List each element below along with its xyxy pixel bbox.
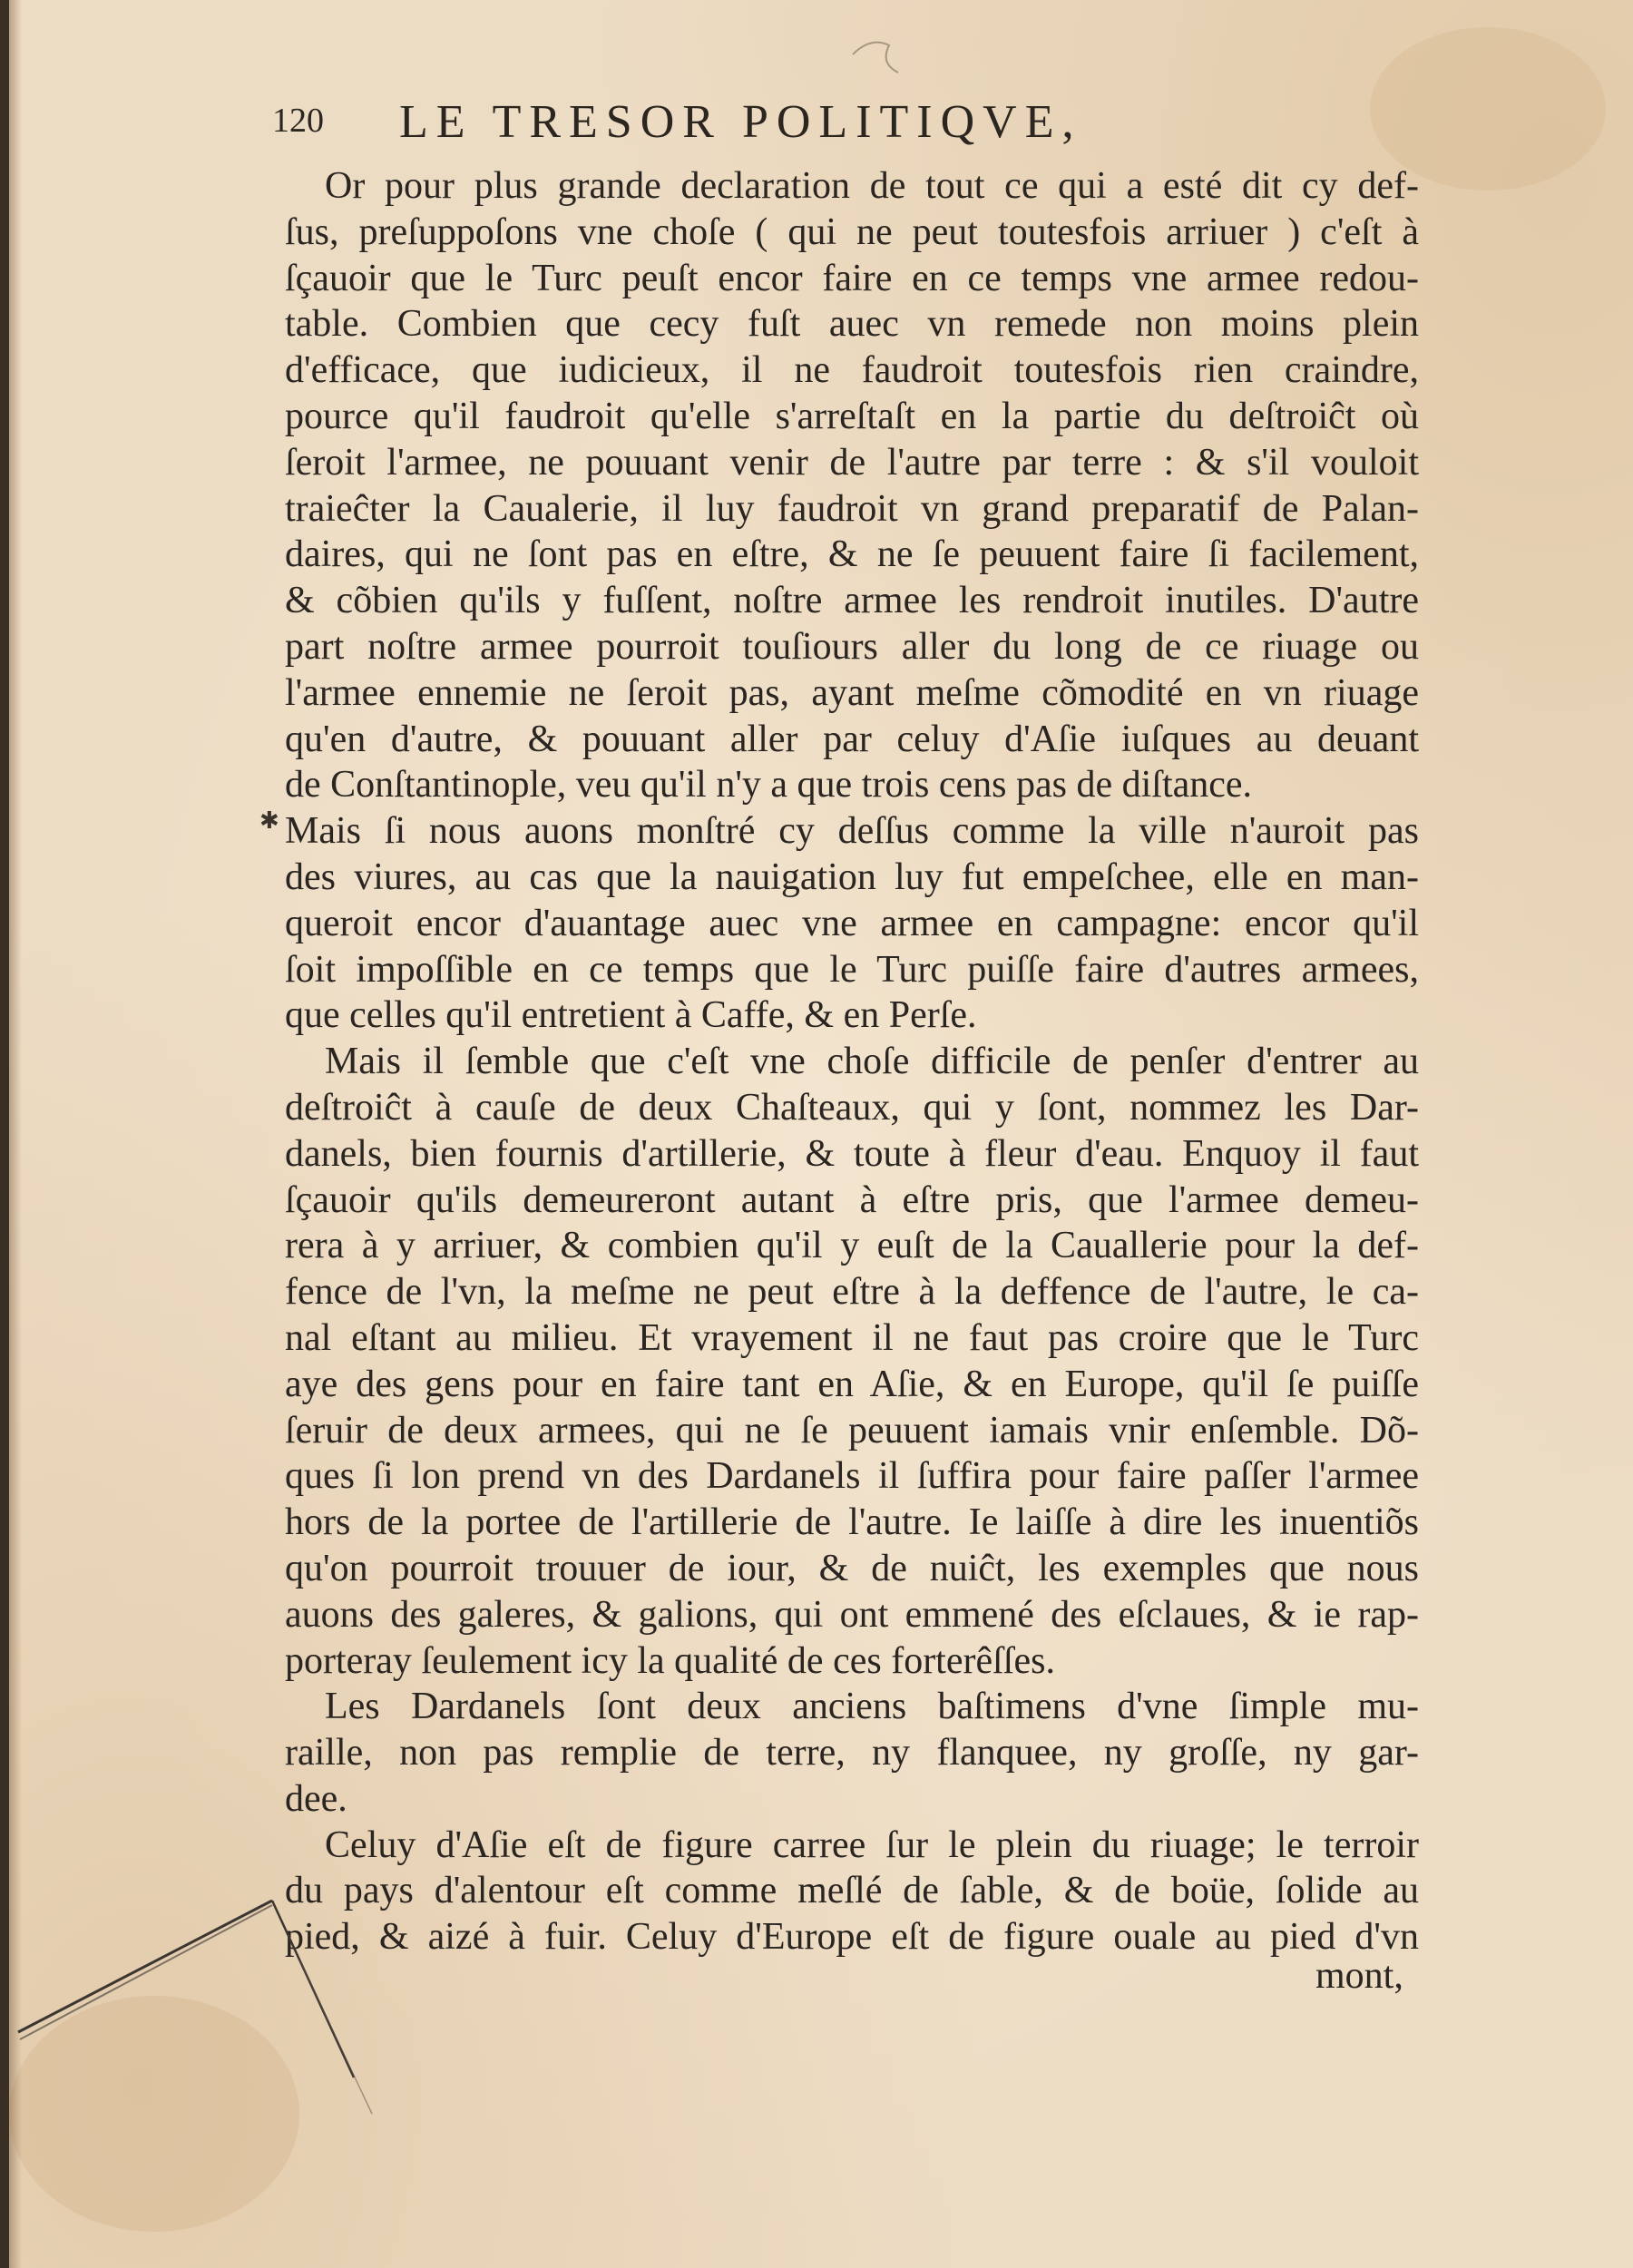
paragraph	[285, 1684, 1419, 1822]
page-header	[272, 95, 1452, 159]
text-line: qu'on pourroit trouuer de iour, & de nuiĉt, les exemples que nous	[285, 1547, 1419, 1589]
text-line: traieĉter la Caualerie, il luy faudroit vn grand preparatif de Palan-	[285, 487, 1419, 530]
text-line: aye des gens pour en faire tant en Aſie, & en Europe, qu'il ſe puiſſe	[285, 1363, 1419, 1405]
text-line: ſus, preſuppoſons vne choſe ( qui ne peut toutesfois arriuer ) c'eſt à	[285, 210, 1419, 253]
text-line: des viures, au cas que la nauigation luy fut empeſchee, elle en man-	[285, 855, 1419, 898]
text-line: nal eſtant au milieu. Et vrayement il ne faut pas croire que le Turc	[285, 1316, 1419, 1359]
text-line: ſoit impoſſible en ce temps que le Turc puiſſe faire d'autres armees,	[285, 948, 1419, 991]
text-line: table. Combien que cecy fuſt auec vn remede non moins plein	[285, 303, 1419, 346]
paragraph	[285, 808, 1419, 1039]
text-line: queroit encor d'auantage auec vne armee en campagne: encor qu'il	[285, 902, 1419, 944]
text-line: ques ſi lon prend vn des Dardanels il ſuffira pour faire paſſer l'armee	[285, 1455, 1419, 1498]
paragraph	[285, 1823, 1419, 1960]
text-line: de Conſtantinople, veu qu'il n'y a que trois cens pas de diſtance.	[285, 764, 1253, 807]
text-line: ſçauoir qu'ils demeureront autant à eſtre pris, que l'armee demeu-	[285, 1178, 1419, 1221]
text-line: ſeruir de deux armees, qui ne ſe peuuent iamais vnir enſemble. Dõ-	[285, 1409, 1419, 1452]
text-line: rera à y arriuer, & combien qu'il y euſt de la Cauallerie pour la def-	[285, 1225, 1419, 1267]
text-line: du pays d'alentour eſt comme meſlé de ſable, & de boüe, ſolide au	[285, 1870, 1419, 1912]
text-line: daires, qui ne ſont pas en eſtre, & ne ſe peuuent faire ſi facilement,	[285, 533, 1419, 576]
margin-asterisk-icon: ✱	[259, 807, 279, 835]
text-line: Mais ſi nous auons monſtré cy deſſus comme la ville n'auroit pas	[285, 810, 1419, 853]
text-line: qu'en d'autre, & pouuant aller par celuy d'Aſie iuſques au deuant	[285, 718, 1419, 760]
text-line: & cõbien qu'ils y fuſſent, noſtre armee les rendroit inutiles. D'autre	[285, 580, 1419, 622]
text-line: d'efficace, que iudicieux, il ne faudroit toutesfois rien craindre,	[285, 349, 1419, 392]
text-line: dee.	[285, 1777, 347, 1820]
text-line: pource qu'il faudroit qu'elle s'arreſtaſt en la partie du deſtroiĉt où	[285, 395, 1419, 437]
text-line: danels, bien fournis d'artillerie, & toute à fleur d'eau. Enquoy il faut	[285, 1132, 1419, 1175]
text-line: raille, non pas remplie de terre, ny flanquee, ny groſſe, ny gar-	[285, 1732, 1419, 1774]
text-line: Les Dardanels ſont deux anciens baſtimens d'vne ſimple mu-	[325, 1686, 1419, 1728]
text-line: hors de la portee de l'artillerie de l'autre. Ie laiſſe à dire les inuentiõs	[285, 1501, 1419, 1544]
text-line: porteray ſeulement icy la qualité de ces forterêſſes.	[285, 1639, 1055, 1682]
page-number: 120	[272, 102, 324, 140]
text-line: Celuy d'Aſie eſt de figure carree ſur le plein du riuage; le terroir	[325, 1823, 1419, 1866]
text-line: auons des galeres, & galions, qui ont emmené des eſclaues, & ie rap-	[285, 1593, 1419, 1636]
paragraph	[285, 163, 1419, 808]
text-line: deſtroiĉt à cauſe de deux Chaſteaux, qui y ſont, nommez les Dar-	[285, 1086, 1419, 1129]
text-line: ſeroit l'armee, ne pouuant venir de l'autre par terre : & s'il vouloit	[285, 441, 1419, 484]
text-line: que celles qu'il entretient à Caffe, & en Perſe.	[285, 994, 977, 1037]
paragraph	[285, 1039, 1419, 1684]
catchword: mont,	[1315, 1955, 1403, 1997]
text-line: l'armee ennemie ne ſeroit pas, ayant meſme cõmodité en vn riuage	[285, 671, 1419, 714]
text-line: fence de l'vn, la meſme ne peut eſtre à la deffence de l'autre, le ca-	[285, 1271, 1419, 1314]
text-line: part noſtre armee pourroit touſiours aller du long de ce riuage ou	[285, 625, 1419, 668]
running-title: LE TRESOR POLITIQVE,	[399, 96, 1082, 148]
page-edge-shadow	[9, 0, 22, 2268]
text-line: pied, & aizé à fuir. Celuy d'Europe eſt de figure ouale au pied d'vn	[285, 1916, 1419, 1959]
text-line: Mais il ſemble que c'eſt vne choſe difficile de penſer d'entrer au	[325, 1041, 1419, 1083]
text-line: Or pour plus grande declaration de tout ce qui a esté dit cy def-	[325, 165, 1419, 207]
text-line: ſçauoir que le Turc peuſt encor faire en ce temps vne armee redou-	[285, 257, 1419, 299]
text-body	[285, 163, 1419, 1960]
